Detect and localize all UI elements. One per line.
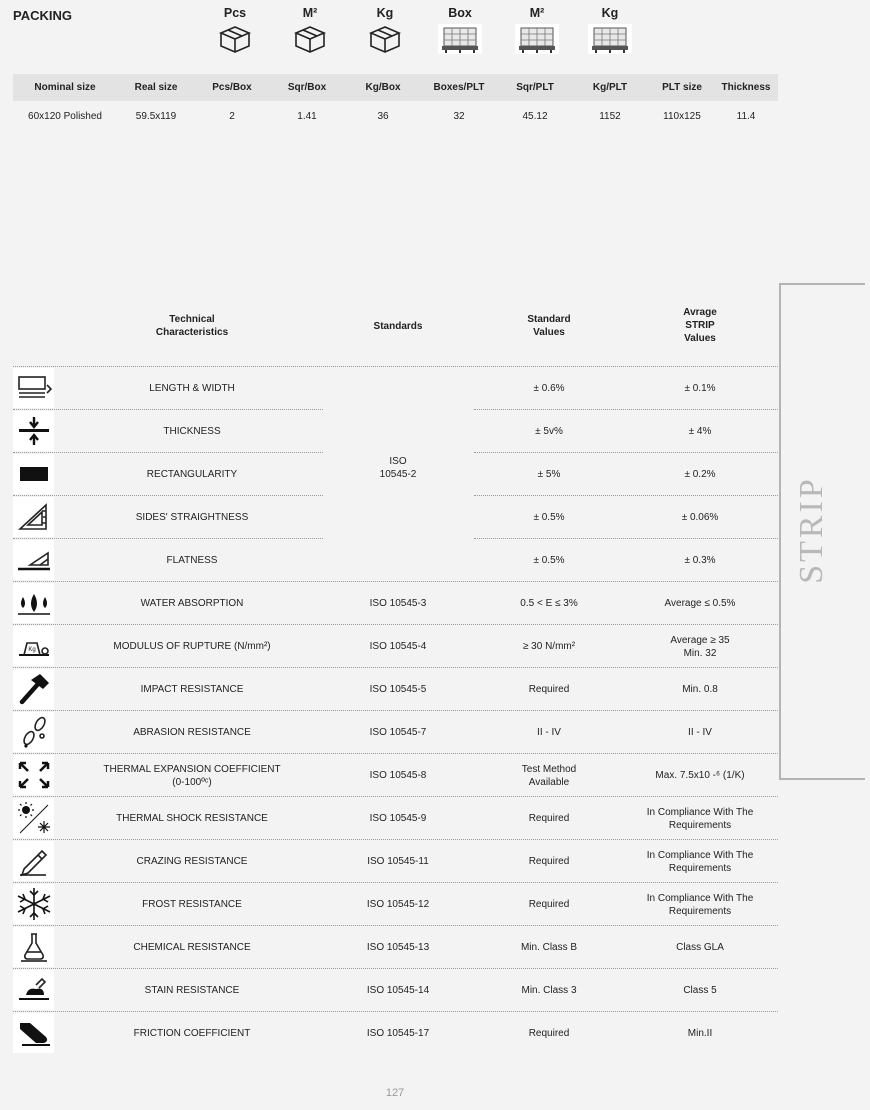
packing-header-cell-6: Boxes/PLT (433, 82, 485, 93)
packing-data-row (13, 104, 778, 131)
standard: ISO 10545-17 (366, 1028, 430, 1039)
tech-row (13, 840, 778, 883)
packing-header-cell-8: Kg/PLT (592, 82, 628, 93)
standard: ISO 10545-9 (369, 813, 427, 824)
average-value: In Compliance With The Requirements (646, 892, 754, 917)
packing-cell-9: 110x125 (663, 111, 701, 122)
tech-row (13, 582, 778, 625)
standard-value: Min. Class B (520, 942, 578, 953)
average-value: In Compliance With The Requirements (646, 806, 754, 831)
shoe-icon (13, 1013, 54, 1053)
packing-cell-8: 1152 (599, 111, 621, 122)
packing-header-cell-7: Sqr/PLT (516, 82, 554, 93)
packing-icon-label: Box (448, 6, 472, 20)
characteristic-name: LENGTH & WIDTH (149, 383, 235, 394)
snowflake-icon (13, 884, 54, 924)
average-value: ± 0.2% (684, 469, 716, 480)
characteristic-name: WATER ABSORPTION (140, 598, 244, 609)
standard: ISO 10545-4 (369, 641, 427, 652)
box-icon (285, 24, 335, 54)
standard: ISO 10545-5 (369, 684, 427, 695)
characteristic-name: MODULUS OF RUPTURE (N/mm²) (113, 641, 271, 652)
standard: ISO 10545-13 (366, 942, 430, 953)
packing-icon-label: Kg (376, 6, 394, 20)
packing-cell-10: 11.4 (736, 111, 756, 122)
average-value: Max. 7.5x10 -⁶ (1/K) (655, 770, 745, 781)
header-technical-characteristics: Technical Characteristics (155, 314, 229, 338)
thickness-icon (13, 411, 54, 451)
standard-value: Test Method Available (521, 763, 577, 788)
standard: ISO 10545-8 (369, 770, 427, 781)
characteristic-name: ABRASION RESISTANCE (133, 727, 251, 738)
standard-value: II - IV (537, 727, 561, 738)
hammer-icon (13, 669, 54, 709)
packing-cell-1: 60x120 Polished (28, 111, 102, 122)
standard-value: 0.5 < E ≤ 3% (520, 598, 578, 609)
characteristic-name: THERMAL EXPANSION COEFFICIENT (0-100ºᶜ) (103, 763, 281, 788)
tech-row (13, 539, 778, 582)
standard-value: Required (528, 856, 570, 867)
page-number: 127 (385, 1087, 405, 1099)
tech-row (13, 711, 778, 754)
length-width-icon (13, 368, 54, 408)
packing-cell-7: 45.12 (522, 111, 548, 122)
standard-value: ± 0.5% (533, 555, 565, 566)
pallet-icon (435, 24, 485, 54)
standard-value: Required (528, 813, 570, 824)
standard: ISO 10545-14 (366, 985, 430, 996)
tech-row (13, 754, 778, 797)
characteristic-name: CHEMICAL RESISTANCE (133, 942, 251, 953)
characteristic-name: SIDES' STRAIGHTNESS (135, 512, 249, 523)
box-icon (210, 24, 260, 54)
stain-icon (13, 970, 54, 1010)
packing-header-row (13, 74, 778, 101)
standard: ISO 10545-12 (366, 899, 430, 910)
tech-row (13, 410, 778, 453)
standard-value: ± 5% (537, 469, 561, 480)
header-average-values: Avrage STRIP Values (683, 307, 717, 344)
packing-header-cell-3: Pcs/Box (212, 82, 252, 93)
average-value: II - IV (688, 727, 712, 738)
tech-row (13, 1012, 778, 1055)
merged-standard-iso-10545-2: ISO 10545-2 (379, 456, 417, 480)
packing-header-cell-1: Nominal size (34, 82, 96, 93)
average-value: Class 5 (683, 985, 717, 996)
strip-side-label: STRIP (793, 476, 830, 584)
tech-row (13, 367, 778, 410)
packing-header-cell-10: Thickness (721, 82, 771, 93)
average-value: ± 4% (688, 426, 712, 437)
box-icon (360, 24, 410, 54)
average-value: ± 0.3% (684, 555, 716, 566)
standard-value: Required (528, 684, 570, 695)
tech-row (13, 668, 778, 711)
characteristic-name: RECTANGULARITY (146, 469, 238, 480)
packing-icon-3 (360, 6, 410, 54)
standard-value: ± 5v% (535, 426, 563, 437)
standard: ISO 10545-11 (367, 856, 429, 867)
packing-header-cell-2: Real size (134, 82, 178, 93)
packing-icon-label: M² (302, 6, 318, 20)
average-value: Min.II (687, 1028, 713, 1039)
packing-icon-1 (210, 6, 260, 54)
footprints-icon (13, 712, 54, 752)
packing-icon-4 (435, 6, 485, 54)
packing-icon-6 (585, 6, 635, 54)
standard-value: ± 0.6% (533, 383, 565, 394)
packing-icon-label: Pcs (223, 6, 247, 20)
packing-header-cell-5: Kg/Box (365, 82, 401, 93)
water-drops-icon (13, 583, 54, 623)
packing-icon-5 (512, 6, 562, 54)
characteristic-name: IMPACT RESISTANCE (140, 684, 244, 695)
expand-arrows-icon (13, 755, 54, 795)
standard-value: Required (528, 1028, 570, 1039)
packing-icon-2 (285, 6, 335, 54)
svg-text:Kg: Kg (27, 647, 36, 653)
characteristic-name: THICKNESS (163, 426, 221, 437)
weight-icon (13, 626, 54, 666)
tech-row (13, 926, 778, 969)
packing-cell-3: 2 (229, 111, 235, 122)
tech-row (13, 625, 778, 668)
packing-cell-6: 32 (453, 111, 465, 122)
pen-icon (13, 841, 54, 881)
average-value: Average ≥ 35 Min. 32 (670, 634, 730, 659)
packing-icon-label: Kg (601, 6, 619, 20)
pallet-icon (585, 24, 635, 54)
packing-cell-5: 36 (377, 111, 389, 122)
characteristic-name: FLATNESS (166, 555, 218, 566)
average-value: Min. 0.8 (682, 684, 718, 695)
header-standard-values: Standard Values (527, 314, 571, 338)
packing-header-cell-9: PLT size (662, 82, 702, 93)
tech-row (13, 969, 778, 1012)
packing-icon-label: M² (529, 6, 545, 20)
average-value: Average ≤ 0.5% (664, 598, 736, 609)
standard: ISO 10545-7 (369, 727, 427, 738)
standard: ISO 10545-3 (369, 598, 427, 609)
characteristic-name: FRICTION COEFFICIENT (133, 1028, 251, 1039)
tech-row (13, 883, 778, 926)
sun-snow-icon (13, 798, 54, 838)
rectangularity-icon (13, 454, 54, 494)
sides-straightness-icon (13, 497, 54, 537)
packing-cell-2: 59.5x119 (135, 111, 177, 122)
tech-row (13, 496, 778, 539)
packing-header-cell-4: Sqr/Box (287, 82, 327, 93)
average-value: In Compliance With The Requirements (646, 849, 754, 874)
tech-row (13, 797, 778, 840)
flatness-icon (13, 540, 54, 580)
packing-cell-4: 1.41 (297, 111, 317, 122)
flask-icon (13, 927, 54, 967)
standard-value: ± 0.5% (533, 512, 565, 523)
characteristic-name: STAIN RESISTANCE (144, 985, 240, 996)
characteristic-name: FROST RESISTANCE (142, 899, 242, 910)
header-standards: Standards (373, 321, 423, 332)
characteristic-name: CRAZING RESISTANCE (136, 856, 248, 867)
average-value: ± 0.06% (681, 512, 719, 523)
average-value: Class GLA (676, 942, 724, 953)
standard-value: Required (528, 899, 570, 910)
standard-value: Min. Class 3 (521, 985, 577, 996)
packing-title: PACKING (13, 8, 72, 23)
characteristic-name: THERMAL SHOCK RESISTANCE (116, 813, 268, 824)
average-value: ± 0.1% (684, 383, 716, 394)
standard-value: ≥ 30 N/mm² (522, 641, 576, 652)
pallet-icon (512, 24, 562, 54)
